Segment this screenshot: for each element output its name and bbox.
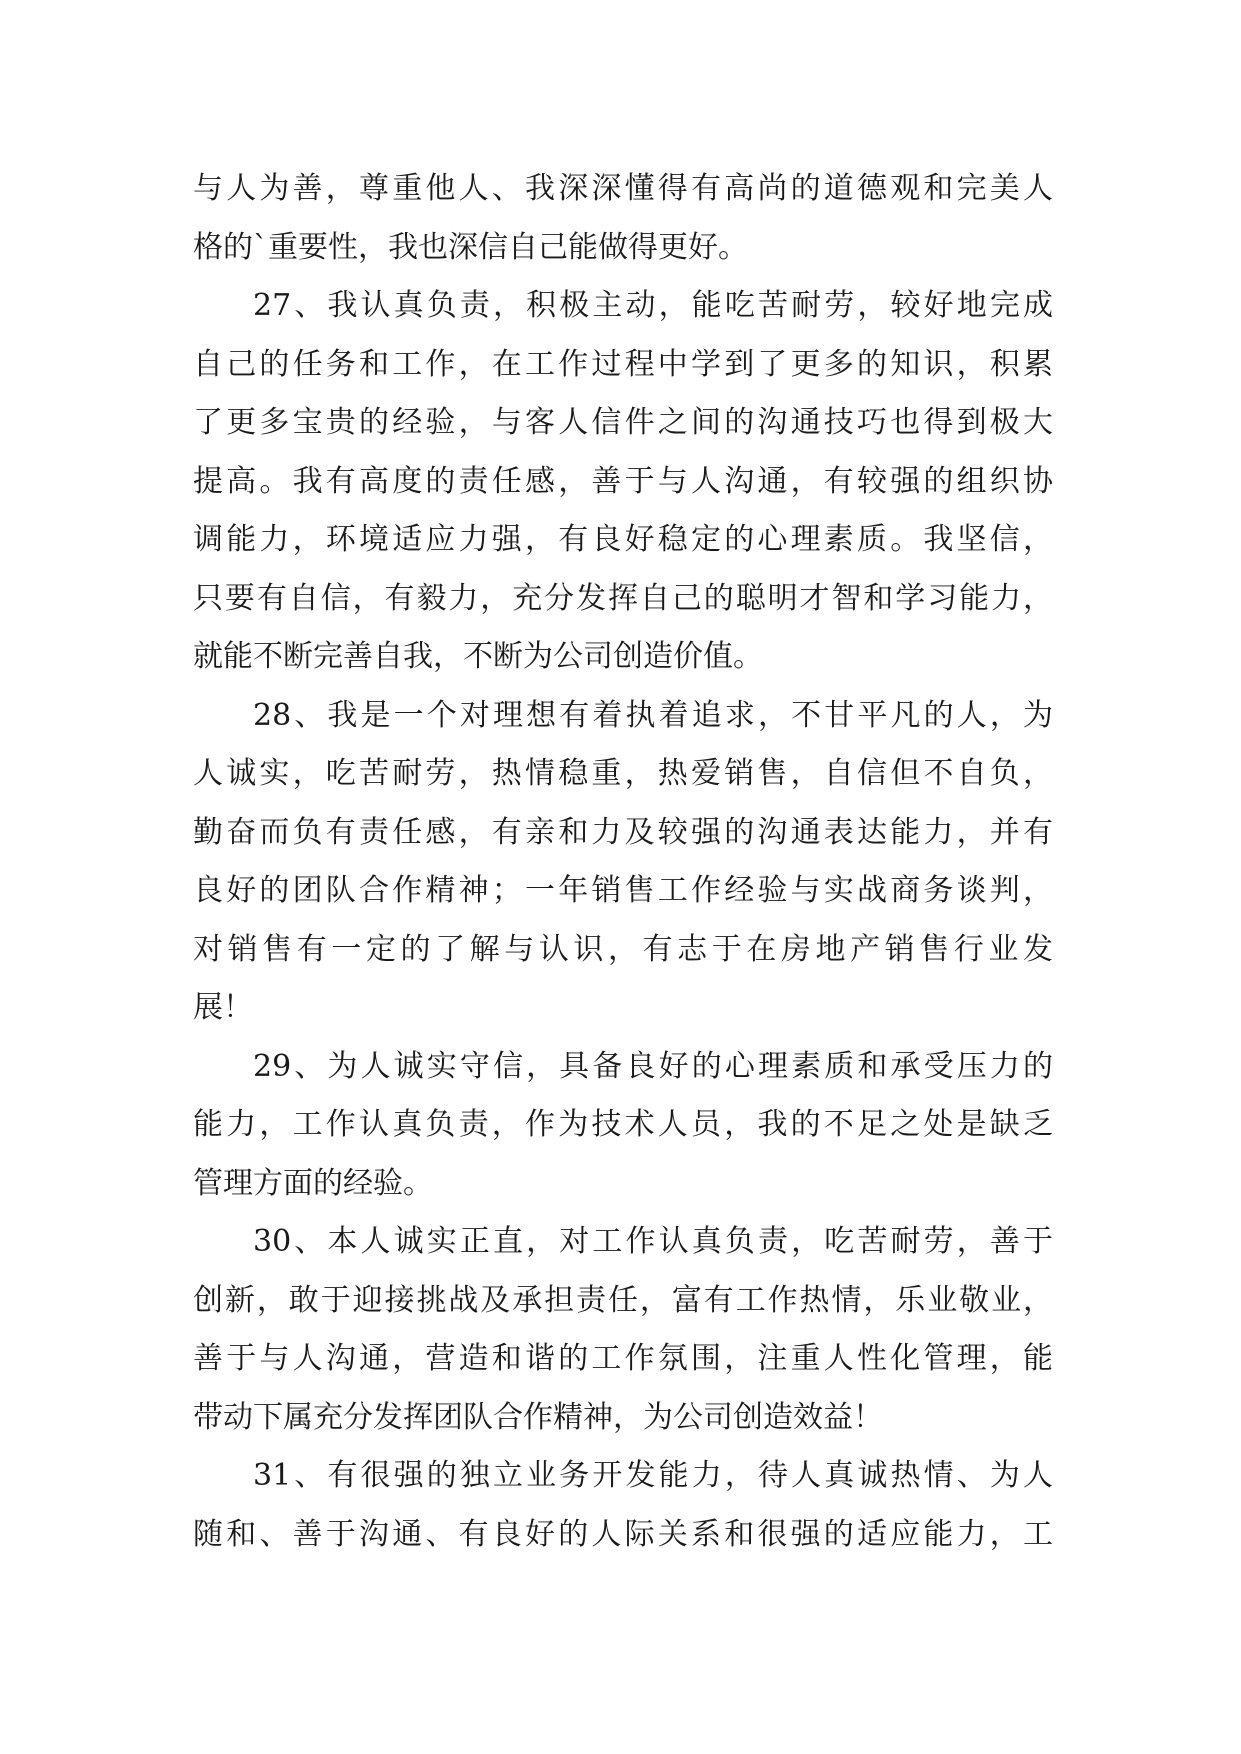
text-line: 能力，工作认真负责，作为技术人员，我的不足之处是缺乏 — [193, 1107, 1053, 1142]
paragraph — [193, 687, 1053, 1038]
text-line: 良好的团队合作精神；一年销售工作经验与实战商务谈判， — [193, 873, 1053, 908]
text-line: 人诚实，吃苦耐劳，热情稳重，热爱销售，自信但不自负， — [193, 756, 1053, 791]
text-line: 自己的任务和工作，在工作过程中学到了更多的知识，积累 — [193, 346, 1053, 382]
text-line: 31、有很强的独立业务开发能力，待人真诚热情、为人 — [253, 1458, 1053, 1493]
text-line: 与人为善，尊重他人、我深深懂得有高尚的道德观和完美人 — [193, 171, 1053, 206]
text-line: 28、我是一个对理想有着执着追求，不甘平凡的人，为 — [253, 697, 1053, 733]
text-line: 调能力，环境适应力强，有良好稳定的心理素质。我坚信， — [193, 522, 1053, 557]
text-line: 勤奋而负有责任感，有亲和力及较强的沟通表达能力，并有 — [193, 814, 1053, 850]
text-line: 27、我认真负责，积极主动，能吃苦耐劳，较好地完成 — [253, 288, 1053, 323]
paragraph — [193, 277, 1053, 687]
paragraph — [193, 1038, 1053, 1214]
text-line: 善于与人沟通，营造和谐的工作氛围，注重人性化管理，能 — [193, 1341, 1053, 1376]
text-line: 管理方面的经验。 — [193, 1165, 433, 1201]
text-line: 创新，敢于迎接挑战及承担责任，富有工作热情，乐业敬业， — [193, 1282, 1053, 1318]
text-line: 提高。我有高度的责任感，善于与人沟通，有较强的组织协 — [193, 463, 1053, 499]
text-line: 了更多宝贵的经验，与客人信件之间的沟通技巧也得到极大 — [193, 405, 1053, 440]
document-body — [193, 160, 1053, 1564]
text-line: 随和、善于沟通、有良好的人际关系和很强的适应能力，工 — [193, 1516, 1053, 1552]
text-line: 对销售有一定的了解与认识，有志于在房地产销售行业发 — [193, 931, 1053, 967]
paragraph — [193, 1213, 1053, 1447]
paragraph — [193, 160, 1053, 277]
text-line: 展！ — [193, 990, 253, 1025]
text-line: 30、本人诚实正直，对工作认真负责，吃苦耐劳，善于 — [253, 1224, 1053, 1259]
paragraph — [193, 1447, 1053, 1564]
text-line: 带动下属充分发挥团队合作精神，为公司创造效益！ — [193, 1399, 883, 1435]
text-line: 29、为人诚实守信，具备良好的心理素质和承受压力的 — [253, 1048, 1053, 1084]
text-line: 格的`重要性，我也深信自己能做得更好。 — [193, 229, 748, 265]
text-line: 就能不断完善自我，不断为公司创造价值。 — [193, 639, 763, 674]
text-line: 只要有自信，有毅力，充分发挥自己的聪明才智和学习能力， — [193, 580, 1053, 616]
